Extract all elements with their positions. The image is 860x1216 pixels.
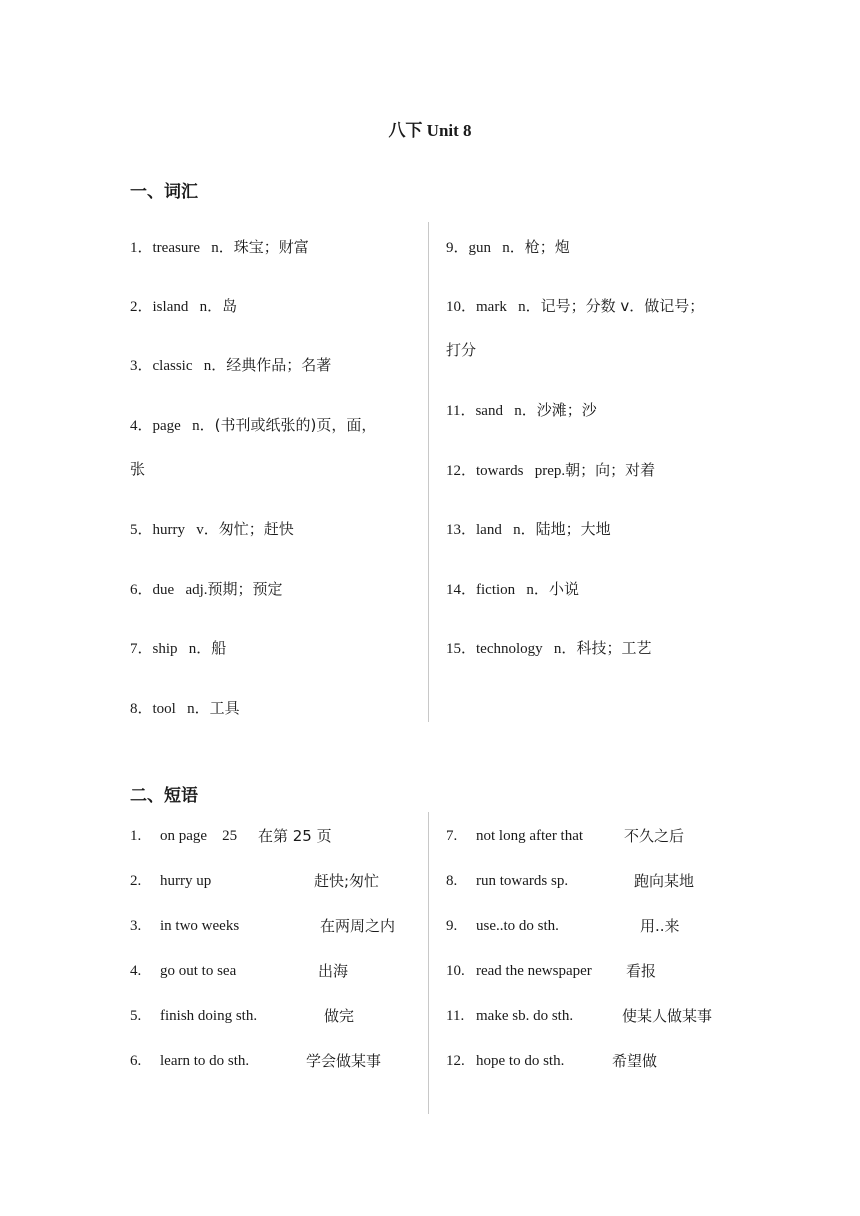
vocab-word: treasure bbox=[152, 240, 200, 256]
vocab-meaning: 朝；向；对着 bbox=[565, 461, 656, 479]
vocab-item bbox=[130, 415, 376, 436]
vocab-word: towards bbox=[476, 463, 524, 479]
vocab-meaning: 经典作品；名著 bbox=[226, 356, 332, 374]
vocab-item bbox=[446, 519, 611, 540]
vocab-word: mark bbox=[476, 299, 507, 315]
vocab-meaning-continued: 打分 bbox=[446, 341, 477, 359]
phrase-number: 10. bbox=[446, 963, 465, 979]
phrase-english: finish doing sth. bbox=[160, 1008, 258, 1024]
vocab-item bbox=[446, 237, 570, 258]
phrase-english: run towards sp. bbox=[476, 873, 569, 889]
phrase-chinese: 在两周之内 bbox=[320, 917, 396, 935]
phrase-english: go out to sea bbox=[160, 963, 237, 979]
vocab-word: gun bbox=[468, 240, 492, 256]
vocab-item bbox=[446, 460, 655, 481]
column-divider bbox=[428, 222, 429, 722]
phrase-english: in two weeks bbox=[160, 918, 240, 934]
vocab-meaning: 小说 bbox=[548, 580, 579, 598]
phrase-number: 4. bbox=[130, 963, 142, 979]
vocab-word: fiction bbox=[476, 582, 516, 598]
vocab-pos: n． bbox=[514, 403, 537, 419]
vocab-meaning: 沙滩；沙 bbox=[536, 401, 597, 419]
phrase-chinese: 不久之后 bbox=[624, 827, 685, 845]
vocab-item bbox=[130, 237, 309, 258]
vocab-item bbox=[130, 519, 294, 540]
vocab-meaning: 匆忙；赶快 bbox=[218, 520, 294, 538]
vocab-item bbox=[446, 400, 597, 421]
page-title: 八下 Unit 8 bbox=[388, 121, 472, 140]
phrase-item bbox=[130, 916, 430, 938]
phrase-english: make sb. do sth. bbox=[476, 1008, 574, 1024]
vocab-meaning: 船 bbox=[211, 639, 227, 657]
phrase-item bbox=[130, 1006, 430, 1028]
phrase-number: 8. bbox=[446, 873, 458, 889]
vocab-word: due bbox=[152, 582, 175, 598]
phrase-chinese: 在第 25 页 bbox=[258, 827, 332, 845]
phrase-number: 6. bbox=[130, 1053, 142, 1069]
vocab-word: page bbox=[152, 418, 181, 434]
phrase-number: 5. bbox=[130, 1008, 142, 1024]
vocab-pos: n． bbox=[502, 240, 525, 256]
vocab-item bbox=[446, 296, 704, 317]
vocab-pos: n． bbox=[192, 418, 215, 434]
phrases-heading: 二、短语 bbox=[130, 786, 198, 806]
phrase-chinese: 用..来 bbox=[640, 917, 680, 935]
vocab-number: 14． bbox=[446, 582, 477, 598]
vocab-word: land bbox=[476, 522, 502, 538]
vocab-meaning: 预期；预定 bbox=[207, 580, 283, 598]
vocab-number: 1． bbox=[130, 240, 153, 256]
phrase-chinese: 希望做 bbox=[612, 1052, 658, 1070]
phrase-english: not long after that bbox=[476, 828, 584, 844]
vocab-number: 4． bbox=[130, 418, 153, 434]
vocab-pos: n． bbox=[526, 582, 549, 598]
vocab-meaning: 枪；炮 bbox=[524, 238, 570, 256]
phrase-chinese: 做完 bbox=[324, 1007, 355, 1025]
vocab-number: 7． bbox=[130, 641, 153, 657]
vocab-meaning: 陆地；大地 bbox=[535, 520, 611, 538]
vocab-pos: adj. bbox=[185, 582, 208, 598]
vocab-word: hurry bbox=[152, 522, 186, 538]
phrase-number: 11. bbox=[446, 1008, 465, 1024]
vocab-meaning: 珠宝；财富 bbox=[233, 238, 309, 256]
phrase-chinese: 看报 bbox=[626, 962, 657, 980]
phrase-chinese: 赶快;匆忙 bbox=[314, 872, 380, 890]
phrase-english: hope to do sth. bbox=[476, 1053, 565, 1069]
phrase-chinese: 跑向某地 bbox=[634, 872, 695, 890]
vocab-number: 8． bbox=[130, 701, 153, 717]
phrase-item bbox=[130, 1051, 430, 1073]
vocab-heading: 一、词汇 bbox=[130, 182, 198, 202]
vocab-pos: n． bbox=[203, 358, 227, 374]
vocab-pos: n． bbox=[553, 641, 577, 657]
vocab-number: 6． bbox=[130, 582, 153, 598]
vocab-pos: n． bbox=[187, 701, 210, 717]
vocab-pos: n． bbox=[518, 299, 541, 315]
vocab-number: 5． bbox=[130, 522, 153, 538]
vocab-pos: n． bbox=[513, 522, 536, 538]
vocab-number: 3． bbox=[130, 358, 153, 374]
vocab-number: 2． bbox=[130, 299, 153, 315]
phrase-item bbox=[446, 826, 746, 848]
phrase-item bbox=[446, 1051, 746, 1073]
phrase-number: 2. bbox=[130, 873, 142, 889]
phrase-item bbox=[130, 826, 430, 848]
phrase-item bbox=[446, 871, 746, 893]
phrase-english: hurry up bbox=[160, 873, 212, 889]
phrase-english: use..to do sth. bbox=[476, 918, 559, 934]
vocab-number: 12． bbox=[446, 463, 477, 479]
vocab-pos: n． bbox=[211, 240, 234, 256]
vocab-item bbox=[130, 698, 240, 719]
vocab-item bbox=[130, 638, 226, 659]
vocab-meaning: (书刊或纸张的)页，面， bbox=[214, 416, 377, 434]
vocab-meaning: 工具 bbox=[209, 699, 240, 717]
phrase-chinese: 使某人做某事 bbox=[622, 1007, 713, 1025]
phrase-number: 1. bbox=[130, 828, 142, 844]
vocab-meaning: 科技；工艺 bbox=[576, 639, 652, 657]
phrase-english: learn to do sth. bbox=[160, 1053, 250, 1069]
vocab-item bbox=[446, 638, 651, 659]
vocab-word: sand bbox=[475, 403, 503, 419]
phrase-chinese: 学会做某事 bbox=[306, 1052, 382, 1070]
vocab-item bbox=[130, 355, 331, 376]
vocab-word: ship bbox=[152, 641, 178, 657]
vocab-meaning-continued: 张 bbox=[130, 460, 146, 478]
phrase-number: 12. bbox=[446, 1053, 465, 1069]
vocab-word: technology bbox=[476, 641, 543, 657]
phrase-english: read the newspaper bbox=[476, 963, 592, 979]
phrase-item bbox=[446, 916, 746, 938]
vocab-item bbox=[446, 579, 579, 600]
phrase-item bbox=[130, 871, 430, 893]
vocab-word: island bbox=[152, 299, 189, 315]
vocab-item bbox=[130, 579, 283, 600]
vocab-pos: v． bbox=[196, 522, 219, 538]
vocab-pos: prep. bbox=[534, 463, 566, 479]
vocab-number: 10． bbox=[446, 299, 477, 315]
phrase-number: 7. bbox=[446, 828, 458, 844]
vocab-word: tool bbox=[152, 701, 176, 717]
phrase-item bbox=[130, 961, 430, 983]
phrase-number: 3. bbox=[130, 918, 142, 934]
phrase-item bbox=[446, 1006, 746, 1028]
vocab-number: 15． bbox=[446, 641, 477, 657]
phrase-item bbox=[446, 961, 746, 983]
vocab-number: 9． bbox=[446, 240, 469, 256]
vocab-item bbox=[130, 296, 237, 317]
vocab-number: 13． bbox=[446, 522, 477, 538]
phrase-number: 9. bbox=[446, 918, 458, 934]
phrase-chinese: 出海 bbox=[318, 962, 349, 980]
vocab-number: 11． bbox=[446, 403, 476, 419]
vocab-pos: n． bbox=[188, 641, 212, 657]
vocab-meaning: 岛 bbox=[222, 297, 238, 315]
vocab-meaning: 记号；分数 v．做记号； bbox=[540, 297, 705, 315]
vocab-pos: n． bbox=[199, 299, 223, 315]
vocab-word: classic bbox=[152, 358, 193, 374]
phrase-english: on page 25 bbox=[160, 828, 238, 844]
